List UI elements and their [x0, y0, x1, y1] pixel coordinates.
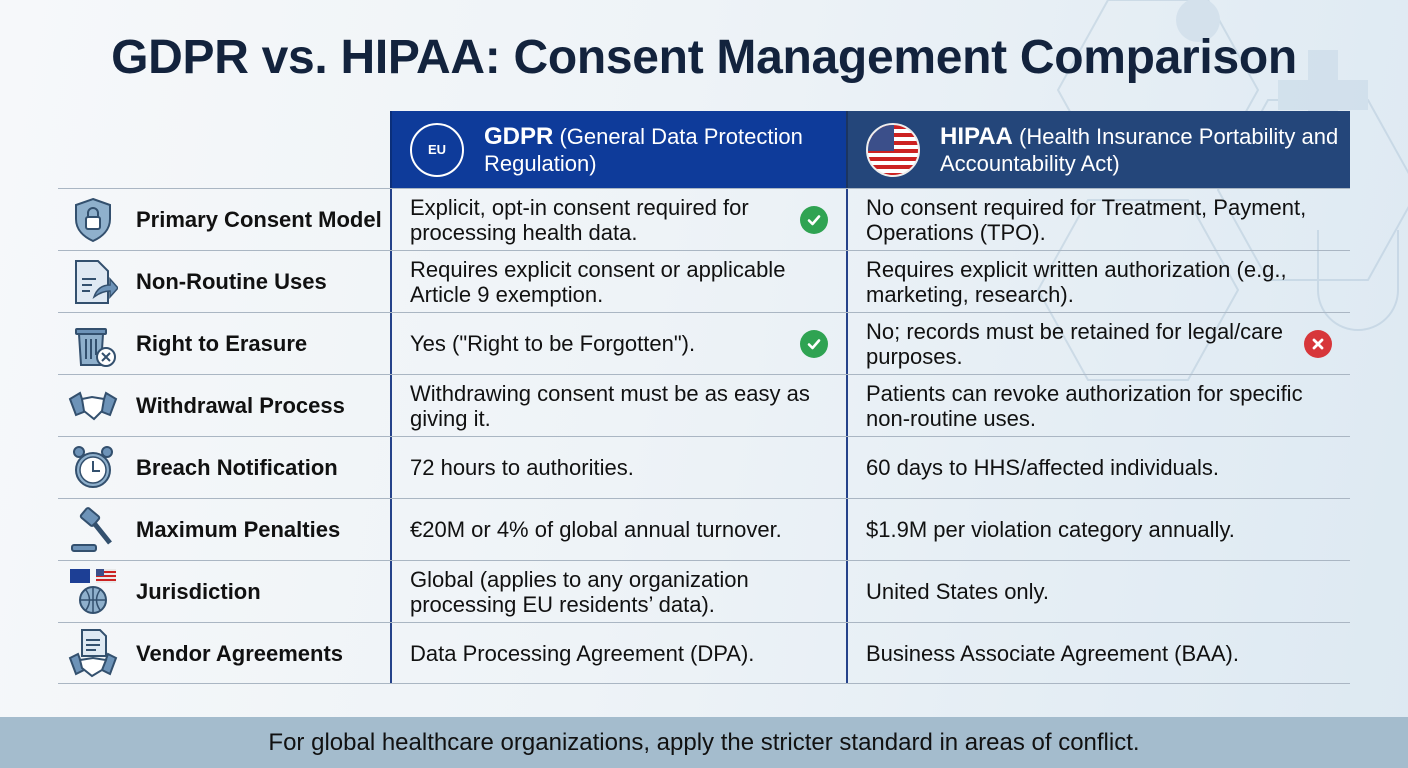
table-row-maximum-penalties [58, 498, 1350, 560]
gdpr-value: Requires explicit consent or applicable Article 9 exemption. [410, 256, 786, 307]
category-cell [58, 437, 390, 498]
globe-flags-icon [68, 567, 118, 617]
category-label: Breach Notification [136, 455, 338, 480]
table-row-withdrawal-process [58, 374, 1350, 436]
gdpr-cell [390, 623, 846, 683]
hipaa-value: $1.9M per violation category annually. [866, 517, 1235, 542]
column-header-hipaa [846, 111, 1350, 188]
gdpr-value: Data Processing Agreement (DPA). [410, 640, 755, 666]
gdpr-abbr: GDPR [484, 122, 554, 150]
category-label: Maximum Penalties [136, 517, 341, 542]
table-row-primary-consent-model [58, 188, 1350, 250]
check-icon [800, 330, 828, 358]
hipaa-cell [846, 561, 1350, 622]
hipaa-cell [846, 437, 1350, 498]
category-cell [58, 623, 390, 683]
gdpr-value: Explicit, opt-in consent required for processing health data. [410, 194, 749, 245]
check-icon [800, 206, 828, 234]
table-header [58, 111, 1350, 188]
table-row-non-routine-uses [58, 250, 1350, 312]
category-label: Vendor Agreements [136, 640, 344, 666]
category-cell [58, 375, 390, 436]
hipaa-value: Business Associate Agreement (BAA). [866, 640, 1239, 666]
gdpr-value: 72 hours to authorities. [410, 455, 634, 480]
hipaa-cell [846, 313, 1350, 374]
comparison-table [58, 111, 1350, 684]
category-label: Jurisdiction [136, 579, 261, 604]
gdpr-cell [390, 251, 846, 312]
gdpr-fullname: (General Data Protection Regulation) [484, 123, 803, 176]
hipaa-value: United States only. [866, 579, 1050, 604]
table-row-right-to-erasure [58, 312, 1350, 374]
handshake-icon [68, 381, 118, 431]
category-label: Non-Routine Uses [136, 269, 327, 294]
gdpr-cell [390, 189, 846, 250]
hipaa-cell [846, 375, 1350, 436]
hipaa-value: Requires explicit written authorization (e.g., marketing, research). [866, 256, 1287, 307]
gdpr-value: €20M or 4% of global annual turnover. [410, 517, 782, 542]
category-label: Right to Erasure [136, 331, 308, 356]
shield-lock-icon [68, 195, 118, 245]
gdpr-value: Withdrawing consent must be as easy as giving it. [410, 380, 810, 431]
document-share-icon [68, 257, 118, 307]
category-cell [58, 189, 390, 250]
cross-icon [1304, 330, 1332, 358]
category-cell [58, 251, 390, 312]
gdpr-cell [390, 499, 846, 560]
category-cell [58, 499, 390, 560]
category-cell [58, 561, 390, 622]
hipaa-cell [846, 623, 1350, 683]
category-label: Primary Consent Model [136, 207, 382, 232]
page-title: GDPR vs. HIPAA: Consent Management Comparison [111, 31, 1297, 84]
gdpr-cell [390, 437, 846, 498]
category-label: Withdrawal Process [136, 393, 345, 418]
hipaa-cell [846, 251, 1350, 312]
gdpr-cell [390, 375, 846, 436]
hipaa-cell [846, 499, 1350, 560]
alarm-clock-icon [68, 443, 118, 493]
hipaa-cell [846, 189, 1350, 250]
contract-handshake-icon [68, 628, 118, 678]
column-header-gdpr [390, 111, 846, 188]
category-cell [58, 313, 390, 374]
hipaa-fullname: (Health Insurance Portability and Accountability Act) [940, 123, 1339, 176]
gavel-icon [68, 505, 118, 555]
gdpr-cell [390, 313, 846, 374]
gdpr-value: Global (applies to any organization processing EU residents’ data). [410, 566, 749, 617]
table-row-jurisdiction [58, 560, 1350, 622]
hipaa-value: 60 days to HHS/affected individuals. [866, 455, 1220, 480]
gdpr-value: Yes ("Right to be Forgotten"). [410, 331, 696, 356]
footer-note: For global healthcare organizations, apply the stricter standard in areas of conflict. [0, 717, 1408, 768]
table-row-breach-notification [58, 436, 1350, 498]
eu-flag-icon: EU [410, 123, 464, 177]
table-row-vendor-agreements [58, 622, 1350, 684]
trash-delete-icon [68, 319, 118, 369]
hipaa-value: No consent required for Treatment, Payment, Operations (TPO). [866, 194, 1307, 245]
hipaa-abbr: HIPAA [940, 122, 1013, 150]
hipaa-value: Patients can revoke authorization for specific non-routine uses. [866, 380, 1303, 431]
us-flag-icon [866, 123, 920, 177]
hipaa-value: No; records must be retained for legal/care purposes. [866, 318, 1283, 369]
gdpr-cell [390, 561, 846, 622]
